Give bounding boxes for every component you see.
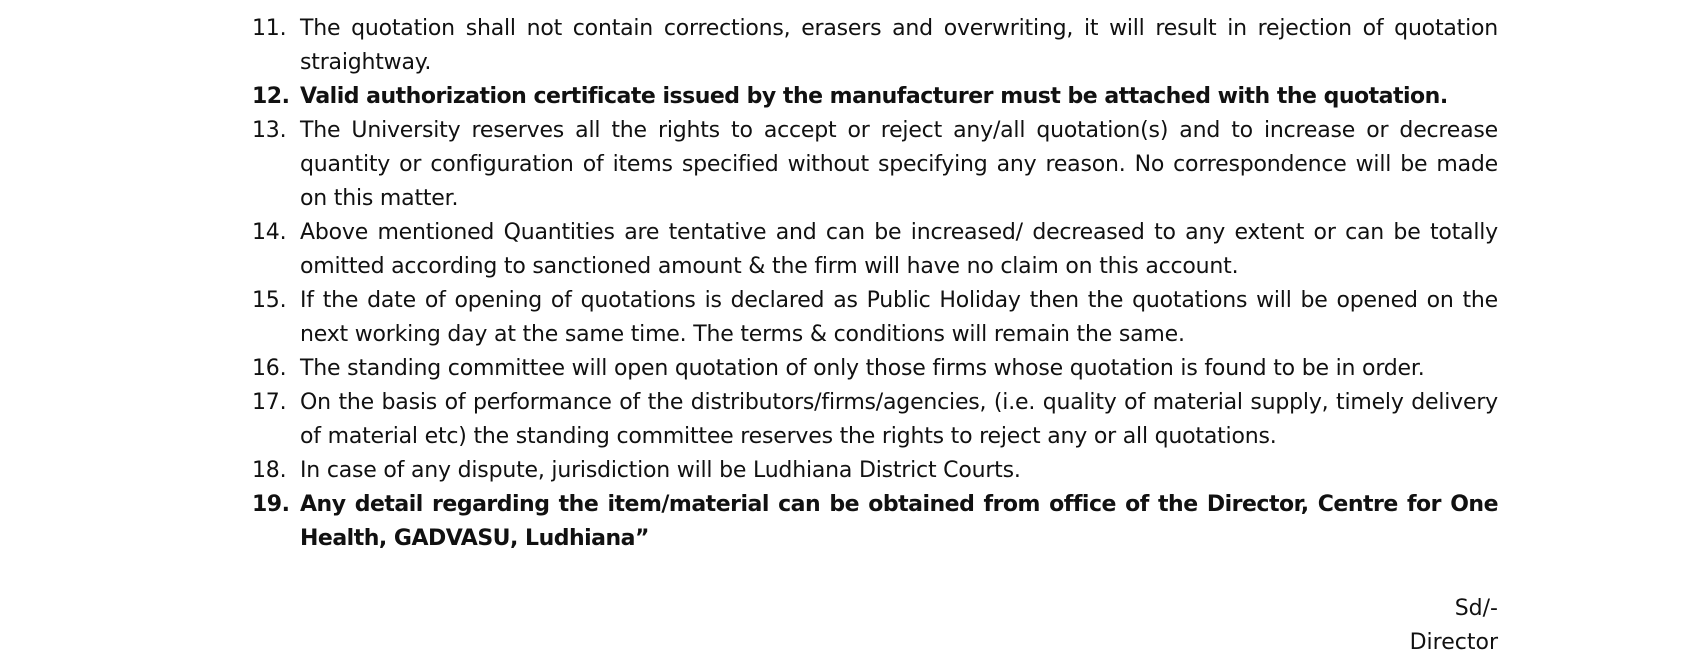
signature-title: Director [1409,630,1498,655]
term-number: 16. [252,356,287,381]
term-item-16 [0,352,1498,386]
term-text: Valid authorization certificate issued by the manufacturer must be attached with the quotation. [300,84,1448,109]
term-item-13 [0,114,1498,216]
term-item-15 [0,284,1498,352]
signature-block [1410,592,1498,660]
term-text: The quotation shall not contain corrections, erasers and overwriting, it will result in rejection of quotation straightway. [300,16,1498,75]
term-number: 12. [252,84,290,109]
signature-sd: Sd/- [1454,596,1498,621]
term-item-14 [0,216,1498,284]
term-text: The University reserves all the rights to accept or reject any/all quotation(s) and to increase or decrease quantity or configuration of items specified without specifying any reason. No correspondence will be made on this matter. [300,118,1498,211]
term-item-17 [0,386,1498,454]
term-number: 18. [252,458,287,483]
term-number: 19. [252,492,290,517]
term-text: In case of any dispute, jurisdiction will be Ludhiana District Courts. [300,458,1021,483]
term-text: Any detail regarding the item/material can be obtained from office of the Director, Centre for One Health, GADVASU, Ludhiana” [300,492,1498,551]
term-item-19 [0,488,1498,556]
term-item-12 [0,80,1498,114]
term-number: 14. [252,220,287,245]
term-text: On the basis of performance of the distributors/firms/agencies, (i.e. quality of material supply, timely delivery of material etc) the standing committee reserves the rights to reject any or all quotations. [300,390,1498,449]
term-item-11 [0,12,1498,80]
term-item-18 [0,454,1498,488]
terms-list [0,12,1700,556]
term-text: Above mentioned Quantities are tentative and can be increased/ decreased to any extent or can be totally omitted according to sanctioned amount & the firm will have no claim on this account. [300,220,1498,279]
term-text: If the date of opening of quotations is declared as Public Holiday then the quotations will be opened on the next working day at the same time. The terms & conditions will remain the same. [300,288,1498,347]
term-number: 17. [252,390,287,415]
term-number: 15. [252,288,287,313]
term-number: 11. [252,16,287,41]
term-number: 13. [252,118,287,143]
term-text: The standing committee will open quotation of only those firms whose quotation is found to be in order. [300,356,1425,381]
